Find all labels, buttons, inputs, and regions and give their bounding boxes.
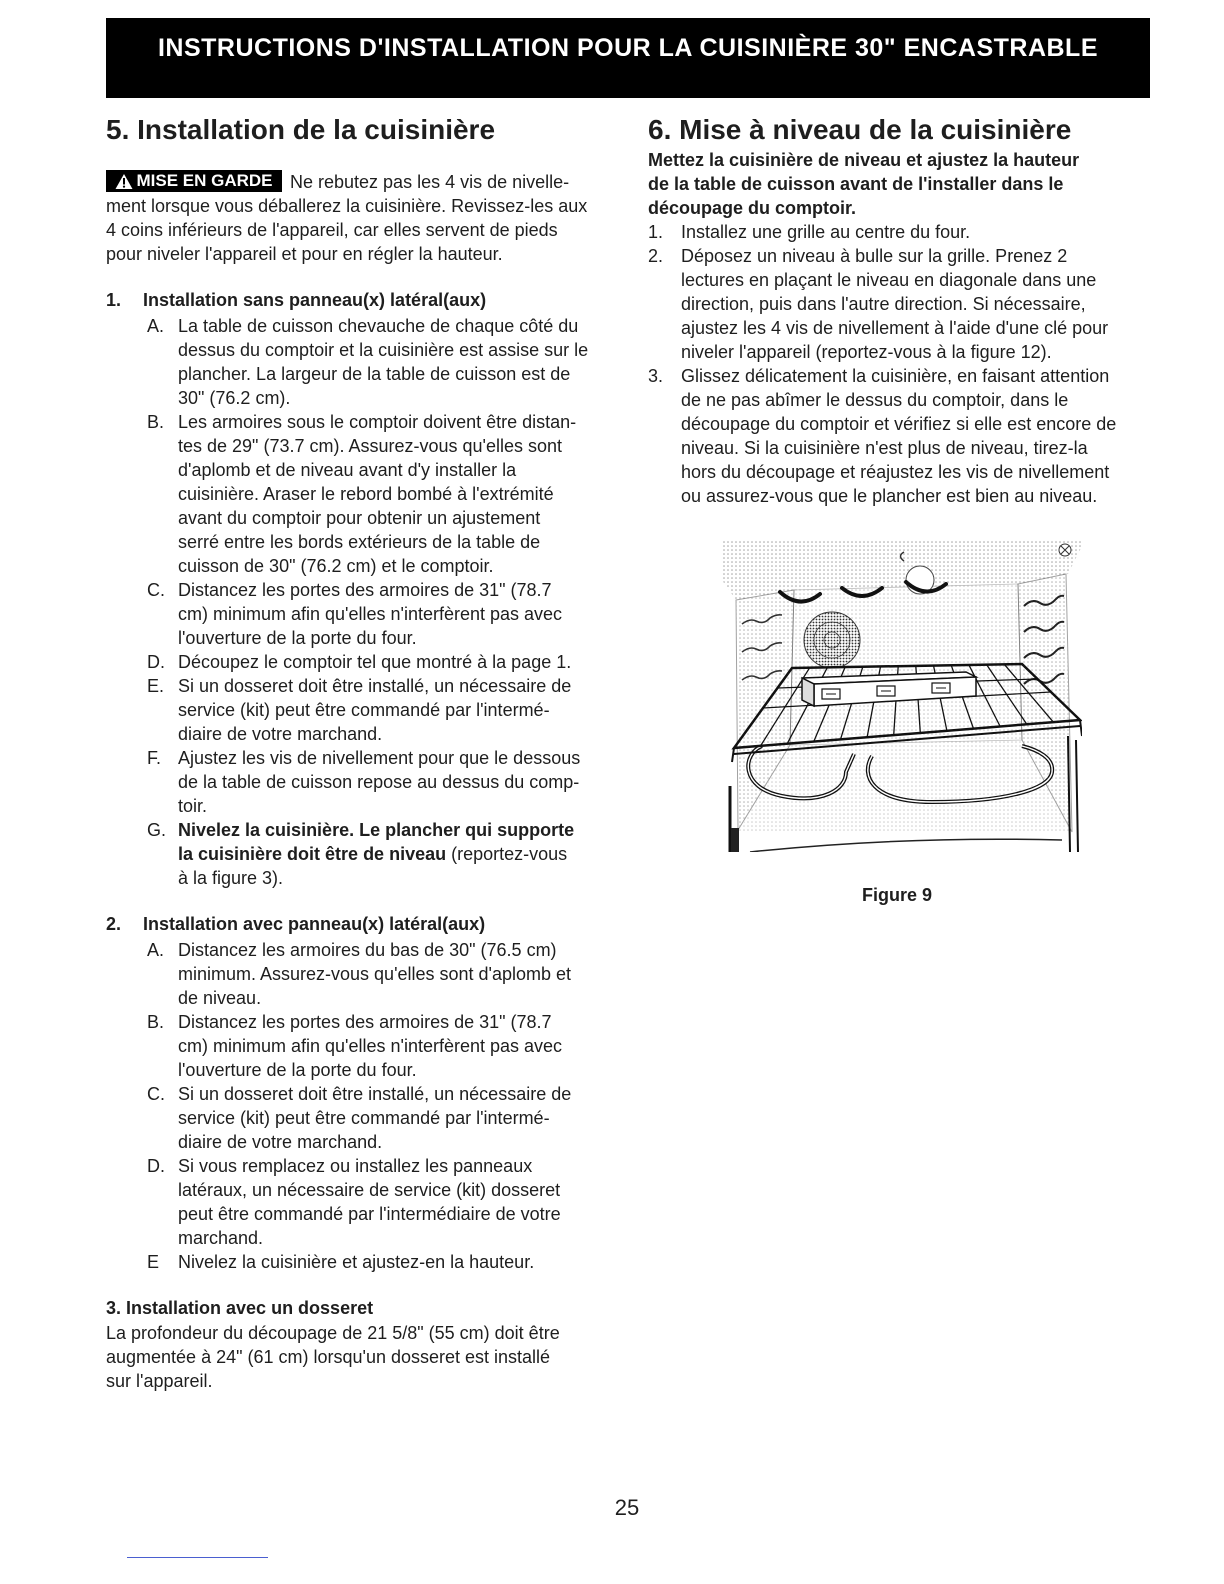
item-text: Si vous remplacez ou installez les panneaux latéraux, un nécessaire de service (kit) dosseret peut être commandé par l'intermédiaire de votre marchand. [178,1156,561,1248]
subsection-3-heading: 3. Installation avec un dosseret [106,1298,374,1318]
leveling-step-3 [648,364,1168,508]
item-label: D. [147,652,165,672]
screw-icon [1059,544,1071,556]
item-label: D. [147,1156,165,1176]
subsection-1-heading [106,288,616,312]
warning-text: Ne rebutez pas les 4 vis de nivelle- ment lorsque vous déballerez la cuisinière. Revissez-les aux 4 coins inférieurs de l'appareil, car elles servent de pieds pour niveler l'appareil et pour en régler la hauteur. [106,172,588,264]
warning-triangle-icon [115,173,133,190]
page-number: 25 [614,1495,640,1520]
item-text: Distancez les portes des armoires de 31" (78.7 cm) minimum afin qu'elles n'interfèrent pas avec l'ouverture de la porte du four. [178,1012,563,1080]
subsection-title: Installation avec panneau(x) latéral(aux) [143,914,486,934]
subsection-2-heading [106,912,616,936]
item-label: F. [147,748,162,768]
sub1-item-a [106,314,616,410]
item-text [178,818,574,890]
item-label: B. [147,1012,165,1032]
left-column [106,170,616,1393]
subsection-title: Installation sans panneau(x) latéral(aux) [143,290,487,310]
step-text: Glissez délicatement la cuisinière, en faisant attention de ne pas abîmer le dessus du comptoir, dans le découpage du comptoir et vérifiez si elle est encore de niveau. Si la cuisinière n'est plus de niveau, tirez-la hors du découpage et réajustez les vis de nivellement ou assurez-vous que le plancher est bien au niveau. [681,366,1117,506]
sub1-item-e [106,674,616,746]
leveling-step-1 [648,220,1168,244]
convection-fan [804,612,860,668]
sub2-item-c [106,1082,616,1154]
sub2-item-a [106,938,616,1010]
section-5-heading: 5. Installation de la cuisinière [106,114,496,145]
step-text: Déposez un niveau à bulle sur la grille. Prenez 2 lectures en plaçant le niveau en diagonale dans une direction, puis dans l'autre direction. Si nécessaire, ajustez les 4 vis de nivellement à l'aide d'une clé pour niveler l'appareil (reportez-vous à la figure 12). [681,246,1109,362]
warning-label: MISE EN GARDE [136,171,273,190]
item-label: E. [147,676,165,696]
item-text: Si un dosseret doit être installé, un nécessaire de service (kit) peut être commandé par l'intermé- diaire de votre marchand. [178,676,572,744]
leveling-intro: Mettez la cuisinière de niveau et ajustez la hauteur de la table de cuisson avant de l'installer dans le découpage du comptoir. [648,150,1080,218]
item-text: Ajustez les vis de nivellement pour que le dessous de la table de cuisson repose au dessus du comp- toir. [178,748,581,816]
subsection-3-text: La profondeur du découpage de 21 5/8" (55 cm) doit être augmentée à 24" (61 cm) lorsqu'un dosseret est installé sur l'appareil. [106,1323,560,1391]
item-text: Distancez les armoires du bas de 30" (76.5 cm) minimum. Assurez-vous qu'elles sont d'aplomb et de niveau. [178,940,572,1008]
item-text: Nivelez la cuisinière et ajustez-en la hauteur. [178,1252,535,1272]
step-text: Installez une grille au centre du four. [681,222,971,242]
section-6-heading: 6. Mise à niveau de la cuisinière [648,114,1072,145]
item-label: C. [147,1084,165,1104]
step-label: 1. [648,222,664,242]
sub1-item-f [106,746,616,818]
step-label: 2. [648,246,664,266]
sub1-item-b [106,410,616,578]
item-text: Si un dosseret doit être installé, un nécessaire de service (kit) peut être commandé par l'intermé- diaire de votre marchand. [178,1084,572,1152]
item-label: B. [147,412,165,432]
figure-caption: Figure 9 [861,885,932,905]
subsection-number: 2. [106,914,122,934]
sub2-item-d [106,1154,616,1250]
sub2-item-e [106,1250,616,1274]
page-title: INSTRUCTIONS D'INSTALLATION POUR LA CUISINIÈRE 30" ENCASTRABLE [157,34,1099,62]
right-column [648,148,1168,508]
item-label: A. [147,316,165,336]
warning-badge [106,170,282,192]
item-label: A. [147,940,165,960]
item-text: Les armoires sous le comptoir doivent être distan- tes de 29" (73.7 cm). Assurez-vous qu'elles sont d'aplomb et de niveau avant d'y installer la cuisinière. Araser le rebord bombé à l'extrémité avant du comptoir pour obtenir un ajustement serré entre les bords extérieurs de la table de cuisson de 30" (76.2 cm) et le comptoir. [178,412,577,576]
step-label: 3. [648,366,664,386]
sub2-item-b [106,1010,616,1082]
subsection-number: 1. [106,290,122,310]
item-label: C. [147,580,165,600]
item-text: Distancez les portes des armoires de 31" (78.7 cm) minimum afin qu'elles n'interfèrent pas avec l'ouverture de la porte du four. [178,580,563,648]
warning-paragraph [106,170,616,266]
item-label: E [147,1252,160,1272]
item-text-reference: (reportez-vous à la figure 3). [178,844,568,888]
oven-floor [738,740,1072,832]
sub1-item-c [106,578,616,650]
item-label: G. [147,820,167,840]
bottom-rule [127,1557,268,1558]
oven-level-illustration [722,540,1082,852]
item-text: Découpez le comptoir tel que montré à la page 1. [178,652,572,672]
sub1-item-g [106,818,616,890]
item-text-emphasis: Nivelez la cuisinière. Le plancher qui supporte la cuisinière doit être de niveau [178,820,575,864]
item-text: La table de cuisson chevauche de chaque côté du dessus du comptoir et la cuisinière est assise sur le plancher. La largeur de la table de cuisson est de 30" (76.2 cm). [178,316,589,408]
header-bar [106,18,1150,98]
leveling-step-2 [648,244,1168,364]
sub1-item-d [106,650,616,674]
